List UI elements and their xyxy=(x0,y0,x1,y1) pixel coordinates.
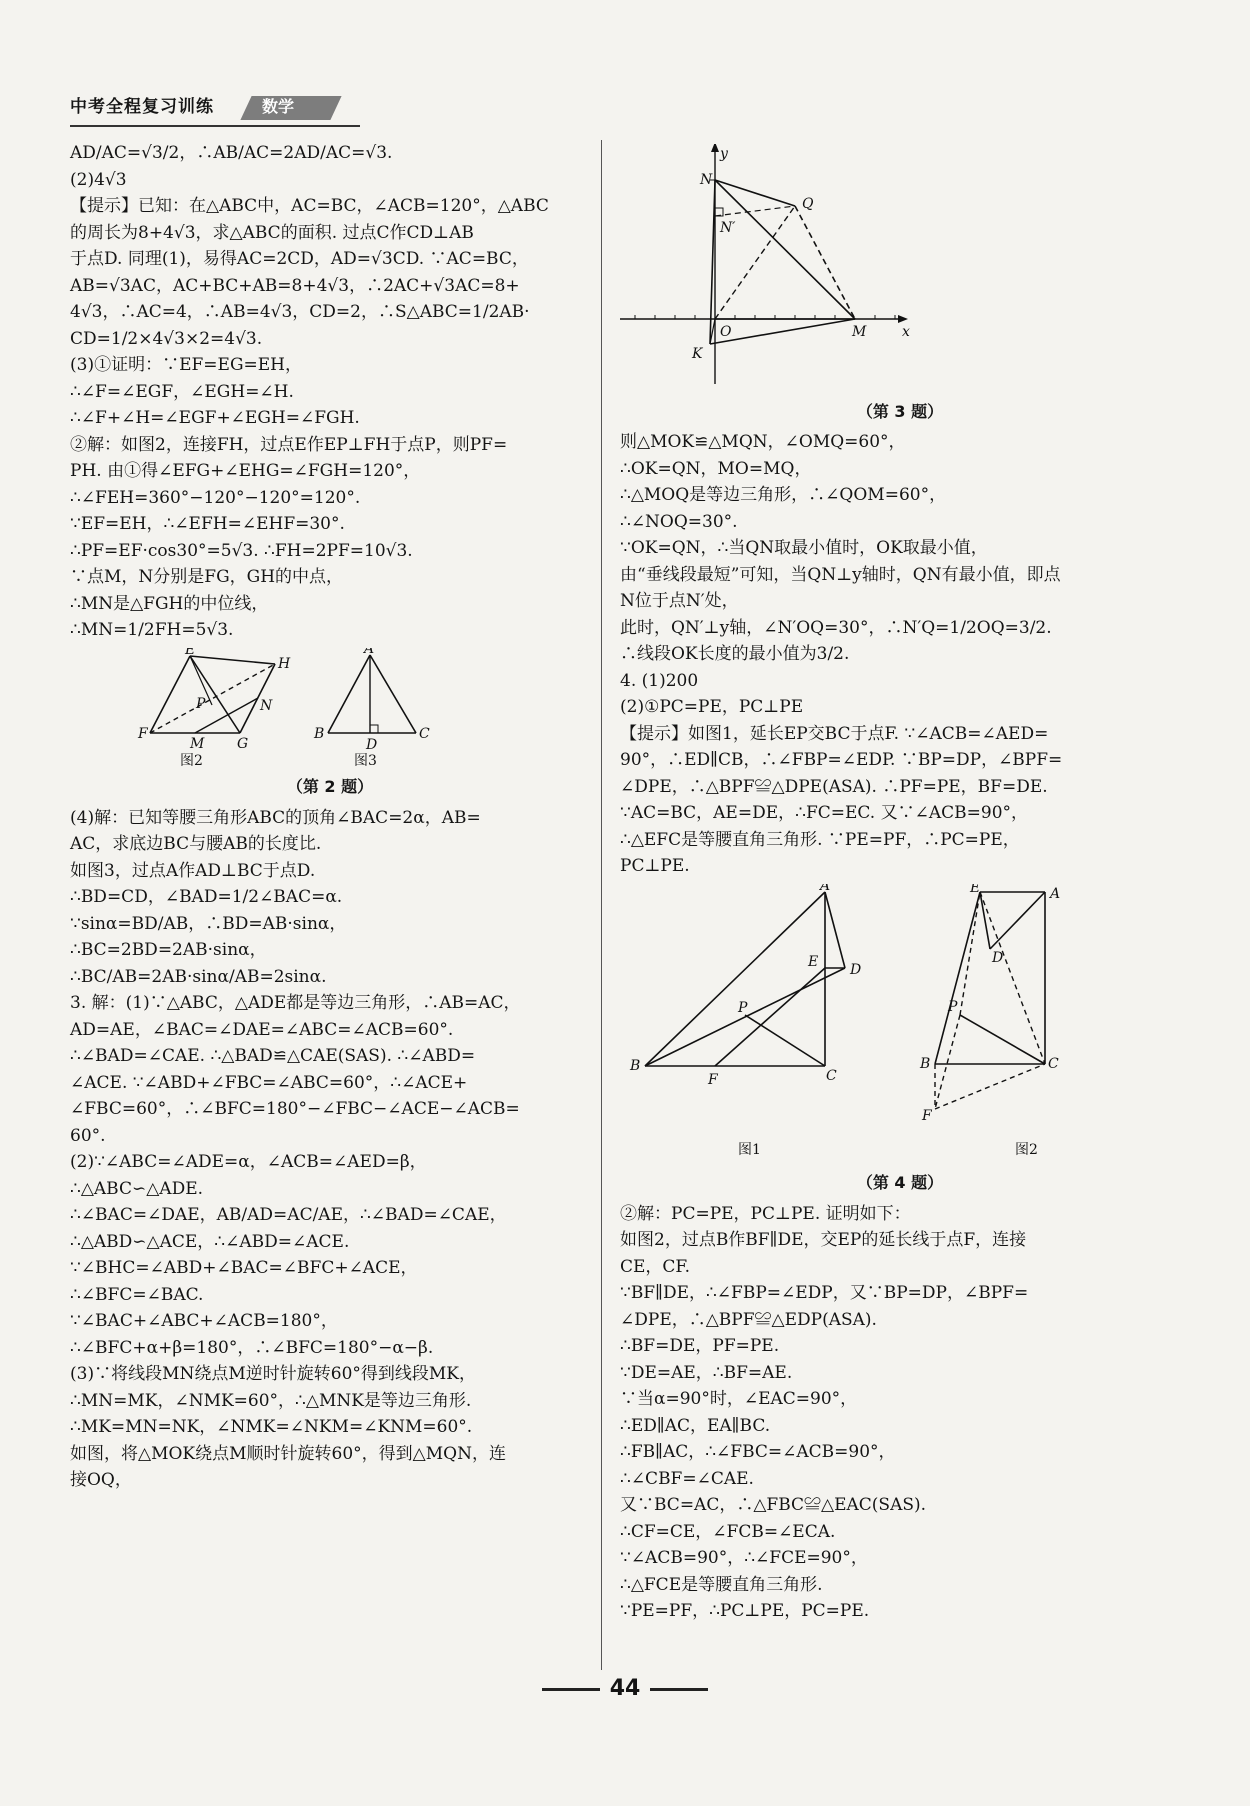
text-line: PC⊥PE. xyxy=(620,856,690,876)
text-line: ∵当α=90°时，∠EAC=90°， xyxy=(620,1389,858,1409)
text-line: 如图3，过点A作AD⊥BC于点D. xyxy=(70,860,316,881)
q4-caption: （第 4 题） xyxy=(856,1173,944,1192)
text-line: ∴OK=QN，MO=MQ， xyxy=(620,458,812,479)
text-line: ∵PE=PF，∴PC⊥PE，PC=PE. xyxy=(620,1601,870,1621)
text-line: ∴△MOQ是等边三角形，∴∠QOM=60°， xyxy=(620,485,947,505)
svg-text:E: E xyxy=(970,883,981,896)
text-line: ∵sinα=BD/AB，∴BD=AB·sinα， xyxy=(70,913,347,934)
text-line: 3. 解：(1)∵△ABC，△ADE都是等边三角形，∴AB=AC， xyxy=(70,993,521,1013)
text-line: 接OQ， xyxy=(70,1470,132,1490)
svg-text:Q: Q xyxy=(802,196,814,212)
text-line: ∵∠ACB=90°，∴∠FCE=90°， xyxy=(620,1548,868,1568)
text-line: (2)①PC=PE，PC⊥PE xyxy=(620,697,804,717)
svg-text:O: O xyxy=(720,324,732,340)
text-line: 60°. xyxy=(70,1125,106,1146)
text-line: ∵EF=EH，∴∠EFH=∠EHF=30°. xyxy=(70,514,345,534)
text-line: ∠DPE，∴△BPF≌△EDP(ASA). xyxy=(620,1309,877,1330)
text-line: ∠FBC=60°，∴∠BFC=180°−∠FBC−∠ACE−∠ACB= xyxy=(70,1099,520,1119)
text-line: (3)①证明：∵EF=EG=EH， xyxy=(70,355,302,375)
page-number-footer xyxy=(0,1676,1250,1701)
text-line: ∴△FCE是等腰直角三角形. xyxy=(620,1574,823,1595)
text-line: 4√3，∴AC=4，∴AB=4√3，CD=2，∴S△ABC=1/2AB· xyxy=(70,302,530,322)
svg-text:D: D xyxy=(850,961,862,978)
q3-caption: （第 3 题） xyxy=(856,401,944,421)
text-line: ②解：PC=PE，PC⊥PE. 证明如下： xyxy=(620,1203,911,1224)
column-divider xyxy=(601,140,602,1670)
text-line: ∵OK=QN，∴当QN取最小值时，OK取最小值， xyxy=(620,538,988,558)
text-line: ∴∠CBF=∠CAE. xyxy=(620,1468,754,1489)
text-line: 如图，将△MOK绕点M顺时针旋转60°，得到△MQN，连 xyxy=(70,1443,506,1464)
svg-text:E: E xyxy=(808,953,819,970)
text-line: ∴BC=2BD=2AB·sinα， xyxy=(70,940,267,960)
text-line: ∴PF=EF·cos30°=5√3. ∴FH=2PF=10√3. xyxy=(70,540,413,561)
page-number: 44 xyxy=(609,1676,641,1701)
svg-text:F: F xyxy=(922,1107,932,1124)
left-text-block-a xyxy=(70,140,590,644)
text-line: 则△MOK≌△MQN，∠OMQ=60°， xyxy=(620,432,906,452)
text-line: ∴MN=MK，∠NMK=60°，∴△MNK是等边三角形. xyxy=(70,1390,472,1411)
text-line: 由“垂线段最短”可知，当QN⊥y轴时，QN有最小值，即点 xyxy=(620,564,1061,585)
text-line: ∴MK=MN=NK，∠NMK=∠NKM=∠KNM=60°. xyxy=(70,1417,473,1437)
svg-text:P: P xyxy=(196,695,206,712)
svg-text:N′: N′ xyxy=(720,220,736,236)
text-line: ∵BF∥DE，∴∠FBP=∠EDP，又∵BP=DP，∠BPF= xyxy=(620,1283,1029,1303)
text-line: ∴∠FEH=360°−120°−120°=120°. xyxy=(70,487,361,508)
text-line: AD/AC=√3/2，∴AB/AC=2AD/AC=√3. xyxy=(70,143,393,163)
header-title: 中考全程复习训练 xyxy=(70,97,214,117)
text-line: PH. 由①得∠EFG+∠EHG=∠FGH=120°， xyxy=(70,461,421,481)
svg-text:C: C xyxy=(419,725,430,742)
q4-figures xyxy=(620,884,1180,1197)
text-line: ∵AC=BC，AE=DE，∴FC=EC. 又∵∠ACB=90°， xyxy=(620,803,1029,823)
svg-text:G: G xyxy=(237,735,249,752)
text-line: ∵∠BAC+∠ABC+∠ACB=180°， xyxy=(70,1311,338,1331)
right-text-block-a xyxy=(620,429,1180,880)
text-line: ∴线段OK长度的最小值为3/2. xyxy=(620,644,850,664)
text-line: ∴△EFC是等腰直角三角形. ∵PE=PF，∴PC=PE， xyxy=(620,829,1020,850)
text-line: ∴△ABD∽△ACE，∴∠ABD=∠ACE. xyxy=(70,1231,350,1252)
page-header xyxy=(70,92,360,128)
text-line: 的周长为8+4√3，求△ABC的面积. 过点C作CD⊥AB xyxy=(70,222,474,243)
svg-text:B: B xyxy=(314,725,325,742)
right-column xyxy=(620,140,1180,1625)
text-line: (2)4√3 xyxy=(70,169,127,190)
text-line: ∴BD=CD，∠BAD=1/2∠BAC=α. xyxy=(70,887,343,907)
q2-caption: （第 2 题） xyxy=(286,777,374,796)
text-line: ∴MN是△FGH的中位线， xyxy=(70,593,269,614)
text-line: 90°，∴ED∥CB，∴∠FBP=∠EDP. ∵BP=DP，∠BPF= xyxy=(620,750,1063,770)
text-line: 如图2，过点B作BF∥DE，交EP的延长线于点F，连接 xyxy=(620,1230,1027,1250)
svg-text:H: H xyxy=(278,655,291,672)
text-line: ∴BC/AB=2AB·sinα/AB=2sinα. xyxy=(70,966,327,987)
svg-text:M: M xyxy=(852,324,867,340)
footer-deco-right xyxy=(650,1688,708,1691)
svg-text:C: C xyxy=(826,1067,837,1084)
text-line: ∴∠F=∠EGF，∠EGH=∠H. xyxy=(70,381,294,402)
text-line: 4. (1)200 xyxy=(620,670,699,691)
text-line: ∠ACE. ∵∠ABD+∠FBC=∠ABC=60°，∴∠ACE+ xyxy=(70,1072,468,1093)
svg-text:D: D xyxy=(366,736,378,753)
text-line: ∵DE=AE，∴BF=AE. xyxy=(620,1362,793,1383)
svg-text:F: F xyxy=(708,1071,718,1088)
text-line: ∴∠BFC+α+β=180°，∴∠BFC=180°−α−β. xyxy=(70,1337,434,1358)
svg-text:x: x xyxy=(902,324,910,340)
q2-figure-svg xyxy=(70,648,590,766)
fig3-label: 图3 xyxy=(354,752,377,766)
text-line: CD=1/2×4√3×2=4√3. xyxy=(70,328,263,349)
header-rule xyxy=(70,125,360,127)
q4-figure-svg xyxy=(620,884,1180,1162)
header-subject: 数学 xyxy=(262,97,295,116)
text-line: CE，CF. xyxy=(620,1256,690,1277)
text-line: ∵点M，N分别是FG，GH的中点， xyxy=(70,567,344,587)
q3-figure xyxy=(620,144,1180,425)
svg-text:N: N xyxy=(700,172,713,188)
text-line: ∴FB∥AC，∴∠FBC=∠ACB=90°， xyxy=(620,1442,896,1462)
text-line: 【提示】如图1，延长EP交BC于点F. ∵∠ACB=∠AED= xyxy=(620,723,1049,744)
right-text-block-b xyxy=(620,1201,1180,1625)
fig2-label: 图2 xyxy=(180,752,203,766)
text-line: ∵∠BHC=∠ABD+∠BAC=∠BFC+∠ACE， xyxy=(70,1258,418,1278)
text-line: AD=AE，∠BAC=∠DAE=∠ABC=∠ACB=60°. xyxy=(70,1019,454,1040)
fig1-label: 图1 xyxy=(738,1141,761,1158)
text-line: (3)∵将线段MN绕点M逆时针旋转60°得到线段MK， xyxy=(70,1364,477,1384)
text-line: ∴∠BAC=∠DAE，AB/AD=AC/AE，∴∠BAD=∠CAE， xyxy=(70,1205,507,1225)
text-line: (4)解：已知等腰三角形ABC的顶角∠BAC=2α，AB= xyxy=(70,807,481,828)
svg-text:P: P xyxy=(948,998,958,1015)
left-column xyxy=(70,140,590,1494)
left-text-block-b xyxy=(70,805,590,1494)
text-line: ∴ED∥AC，EA∥BC. xyxy=(620,1415,771,1436)
svg-text:M: M xyxy=(190,735,205,752)
svg-text:E: E xyxy=(185,647,196,658)
text-line: ∴CF=CE，∠FCB=∠ECA. xyxy=(620,1521,836,1542)
text-line: AC，求底边BC与腰AB的长度比. xyxy=(70,834,322,854)
svg-text:A: A xyxy=(1050,885,1061,902)
svg-text:C: C xyxy=(1048,1055,1059,1072)
q4-fig2-label: 图2 xyxy=(1015,1141,1038,1158)
q3-figure-svg xyxy=(620,144,1180,390)
text-line: ∴MN=1/2FH=5√3. xyxy=(70,620,234,640)
text-line: AB=√3AC，AC+BC+AB=8+4√3，∴2AC+√3AC=8+ xyxy=(70,275,520,296)
footer-deco-left xyxy=(542,1688,600,1691)
svg-text:A: A xyxy=(820,883,831,894)
text-line: (2)∵∠ABC=∠ADE=α，∠ACB=∠AED=β， xyxy=(70,1152,427,1172)
text-line: ∴∠BFC=∠BAC. xyxy=(70,1284,204,1305)
text-line: ∠DPE，∴△BPF≌△DPE(ASA). ∴PF=PE，BF=DE. xyxy=(620,776,1048,797)
text-line: ②解：如图2，连接FH，过点E作EP⊥FH于点P，则PF= xyxy=(70,434,508,455)
svg-text:N: N xyxy=(260,697,273,714)
text-line: ∴△ABC∽△ADE. xyxy=(70,1178,204,1199)
text-line: 【提示】已知：在△ABC中，AC=BC，∠ACB=120°，△ABC xyxy=(70,196,549,216)
text-line: 此时，QN′⊥y轴，∠N′OQ=30°，∴N′Q=1/2OQ=3/2. xyxy=(620,617,1052,638)
svg-text:P: P xyxy=(738,999,748,1016)
q2-figures xyxy=(70,648,590,801)
text-line: ∴∠BAD=∠CAE. ∴△BAD≌△CAE(SAS). ∴∠ABD= xyxy=(70,1046,476,1066)
svg-text:y: y xyxy=(720,146,728,162)
text-line: 又∵BC=AC，∴△FBC≌△EAC(SAS). xyxy=(620,1495,927,1515)
svg-text:B: B xyxy=(630,1057,641,1074)
svg-text:A: A xyxy=(364,647,375,657)
svg-text:D: D xyxy=(992,949,1004,966)
text-line: ∴BF=DE，PF=PE. xyxy=(620,1336,780,1356)
svg-text:K: K xyxy=(692,346,703,362)
text-line: ∴∠NOQ=30°. xyxy=(620,511,738,532)
text-line: 于点D. 同理(1)，易得AC=2CD，AD=√3CD. ∵AC=BC， xyxy=(70,249,529,269)
svg-text:B: B xyxy=(920,1055,931,1072)
text-line: N位于点N′处， xyxy=(620,591,739,611)
text-line: ∴∠F+∠H=∠EGF+∠EGH=∠FGH. xyxy=(70,408,360,428)
svg-text:F: F xyxy=(138,725,148,742)
